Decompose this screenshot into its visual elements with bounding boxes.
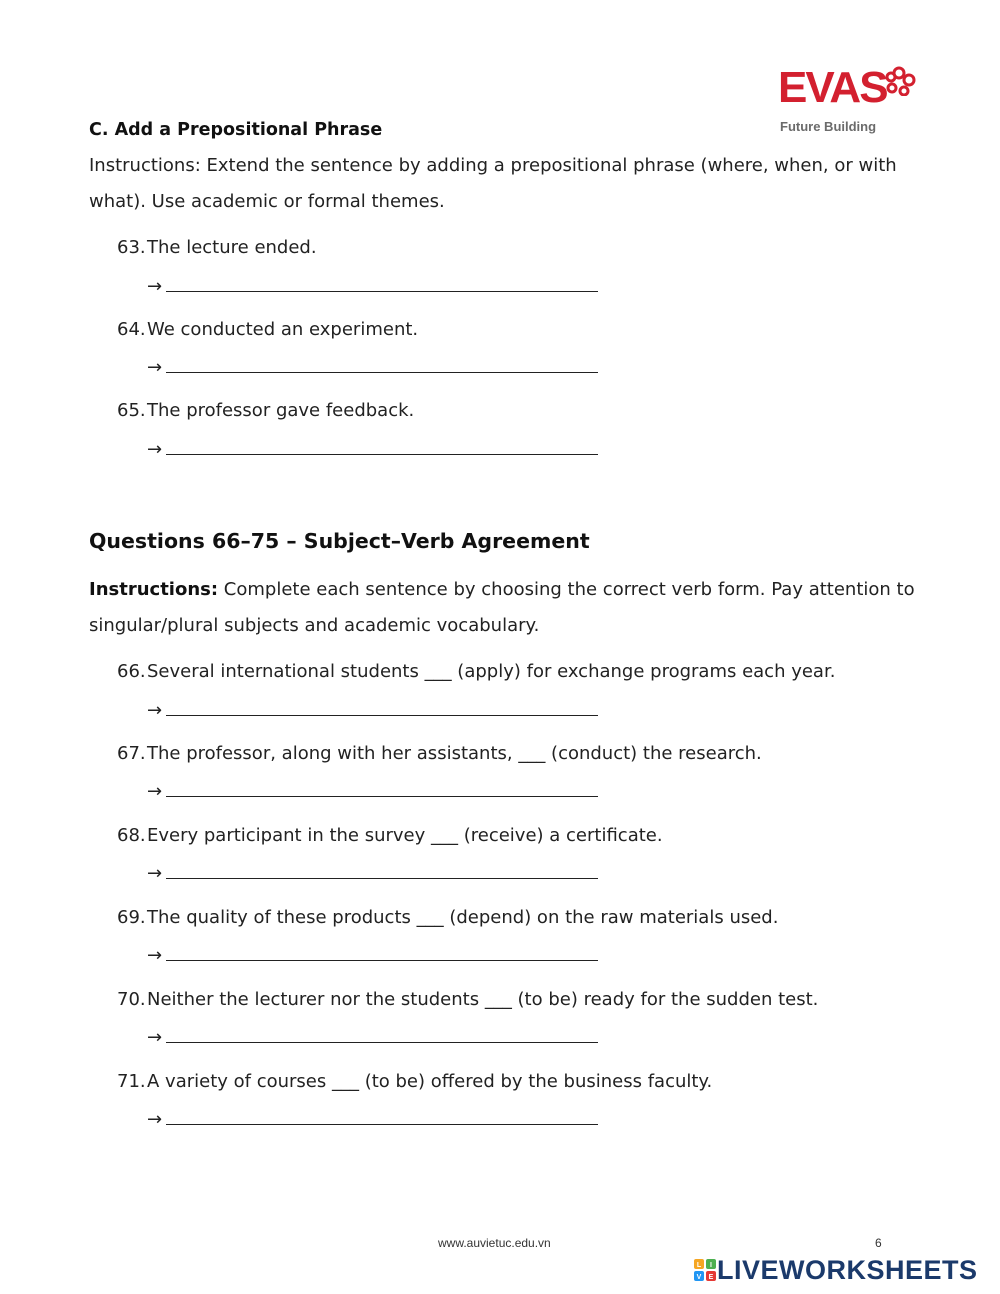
question-71: [117, 1071, 712, 1092]
answer-row-64: [147, 357, 598, 378]
logo-brand: EVAS: [778, 63, 887, 112]
question-66: [117, 661, 835, 682]
answer-row-69: [147, 945, 598, 966]
badge-letter: V: [696, 1274, 702, 1281]
question-text: The professor gave feedback.: [147, 400, 415, 421]
answer-line[interactable]: [166, 946, 598, 961]
arrow-icon: →: [147, 357, 163, 378]
logo-tagline: Future Building: [780, 119, 877, 134]
sva-heading: Questions 66–75 – Subject–Verb Agreement: [89, 529, 590, 553]
answer-row-63: [147, 276, 598, 297]
arrow-icon: →: [147, 439, 163, 460]
liveworksheets-badge-icon: [693, 1258, 717, 1282]
section-c-instructions: Instructions: Extend the sentence by adding a prepositional phrase (where, when, or with what). Use academic or formal themes.: [89, 155, 897, 212]
question-70: [117, 989, 818, 1010]
arrow-icon: →: [147, 700, 163, 721]
answer-line[interactable]: [166, 440, 598, 455]
question-text: Every participant in the survey ___ (receive) a certificate.: [147, 825, 663, 846]
question-number: 69.: [117, 907, 146, 928]
question-69: [117, 907, 778, 928]
answer-row-66: [147, 700, 598, 721]
liveworksheets-text: LIVEWORKSHEETS: [717, 1255, 978, 1285]
flower-icon: [882, 66, 916, 96]
arrow-icon: →: [147, 276, 163, 297]
question-67: [117, 743, 762, 764]
answer-line[interactable]: [166, 277, 598, 292]
question-number: 65.: [117, 400, 146, 421]
question-text: The quality of these products ___ (depend) on the raw materials used.: [147, 907, 779, 928]
question-68: [117, 825, 663, 846]
answer-row-70: [147, 1027, 598, 1048]
question-text: Several international students ___ (apply) for exchange programs each year.: [147, 661, 836, 682]
arrow-icon: →: [147, 863, 163, 884]
arrow-icon: →: [147, 781, 163, 802]
question-64: [117, 319, 418, 340]
question-text: The lecture ended.: [147, 237, 317, 258]
badge-letter: L: [696, 1262, 702, 1269]
question-number: 67.: [117, 743, 146, 764]
question-text: We conducted an experiment.: [147, 319, 419, 340]
question-number: 68.: [117, 825, 146, 846]
answer-line[interactable]: [166, 782, 598, 797]
page-number: 6: [875, 1236, 882, 1250]
footer-url: www.auvietuc.edu.vn: [438, 1236, 551, 1250]
question-number: 66.: [117, 661, 146, 682]
question-text: A variety of courses ___ (to be) offered by the business faculty.: [147, 1071, 713, 1092]
arrow-icon: →: [147, 1027, 163, 1048]
instructions-label: Instructions:: [89, 579, 219, 600]
badge-letter: I: [710, 1262, 712, 1269]
answer-line[interactable]: [166, 701, 598, 716]
question-number: 64.: [117, 319, 146, 340]
answer-row-67: [147, 781, 598, 802]
question-number: 71.: [117, 1071, 146, 1092]
arrow-icon: →: [147, 1109, 163, 1130]
badge-letter: E: [708, 1274, 714, 1281]
question-text: The professor, along with her assistants, ___ (conduct) the research.: [147, 743, 762, 764]
question-number: 70.: [117, 989, 146, 1010]
sva-instructions: [89, 572, 919, 644]
answer-row-71: [147, 1109, 598, 1130]
answer-row-68: [147, 863, 598, 884]
question-65: [117, 400, 414, 421]
answer-line[interactable]: [166, 864, 598, 879]
arrow-icon: →: [147, 945, 163, 966]
question-text: Neither the lecturer nor the students ___ (to be) ready for the sudden test.: [147, 989, 819, 1010]
question-number: 63.: [117, 237, 146, 258]
answer-line[interactable]: [166, 1028, 598, 1043]
answer-line[interactable]: [166, 358, 598, 373]
evas-logo: [778, 63, 918, 136]
question-63: [117, 237, 317, 258]
instructions-text: Complete each sentence by choosing the correct verb form. Pay attention to singular/plural subjects and academic vocabulary.: [89, 579, 915, 636]
answer-row-65: [147, 439, 598, 460]
answer-line[interactable]: [166, 1110, 598, 1125]
section-c-title: C. Add a Prepositional Phrase: [89, 120, 383, 140]
